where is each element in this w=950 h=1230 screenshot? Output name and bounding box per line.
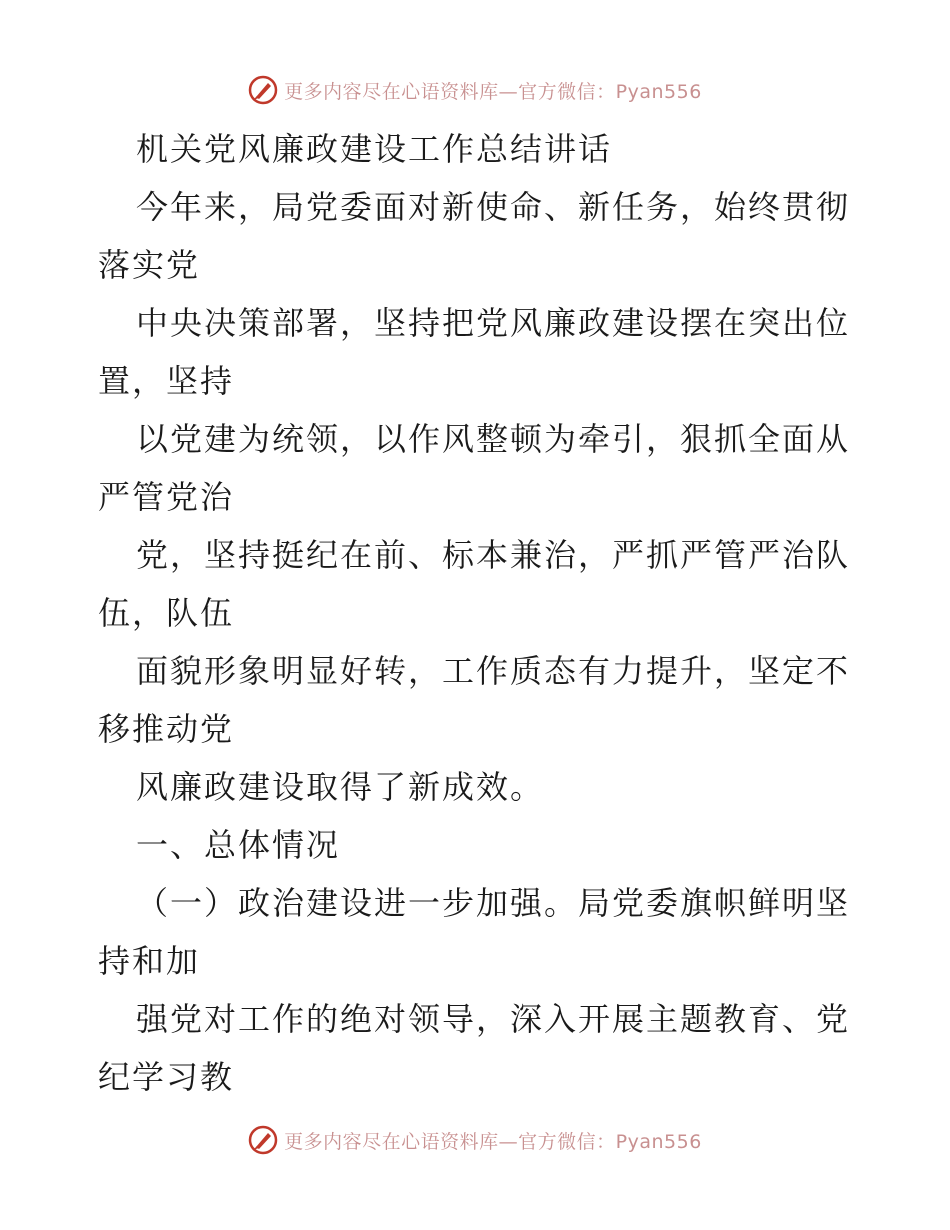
document-line: 中央决策部署，坚持把党风廉政建设摆在突出位 [136,304,851,342]
document-line: 落实党 [98,246,201,284]
document-title: 机关党风廉政建设工作总结讲话 [136,130,613,168]
logo-icon [248,1125,278,1155]
document-line: 持和加 [98,942,201,980]
document-line: 强党对工作的绝对领导，深入开展主题教育、党 [136,1000,851,1038]
document-line: 以党建为统领，以作风整顿为牵引，狠抓全面从 [136,420,851,458]
logo-icon [248,75,278,105]
header-banner [0,70,950,110]
header-banner-text: 更多内容尽在心语资料库—官方微信： [284,80,616,103]
document-line: 面貌形象明显好转，工作质态有力提升，坚定不 [136,652,851,690]
footer-banner-id: Pyan556 [615,1130,702,1153]
document-line: 党，坚持挺纪在前、标本兼治，严抓严管严治队 [136,536,851,574]
footer-banner-text: 更多内容尽在心语资料库—官方微信： [284,1130,616,1153]
document-line: 严管党治 [98,478,235,516]
document-body [98,120,858,1106]
footer-banner [0,1120,950,1160]
document-line: 风廉政建设取得了新成效。 [136,768,545,806]
section-heading: 一、总体情况 [136,826,341,864]
document-line: 伍，队伍 [98,594,235,632]
document-line: 移推动党 [98,710,235,748]
header-banner-id: Pyan556 [615,80,702,103]
document-line: 纪学习教 [98,1058,235,1096]
document-line: （一）政治建设进一步加强。局党委旗帜鲜明坚 [136,884,851,922]
document-line: 今年来，局党委面对新使命、新任务，始终贯彻 [136,188,851,226]
document-line: 置，坚持 [98,362,235,400]
